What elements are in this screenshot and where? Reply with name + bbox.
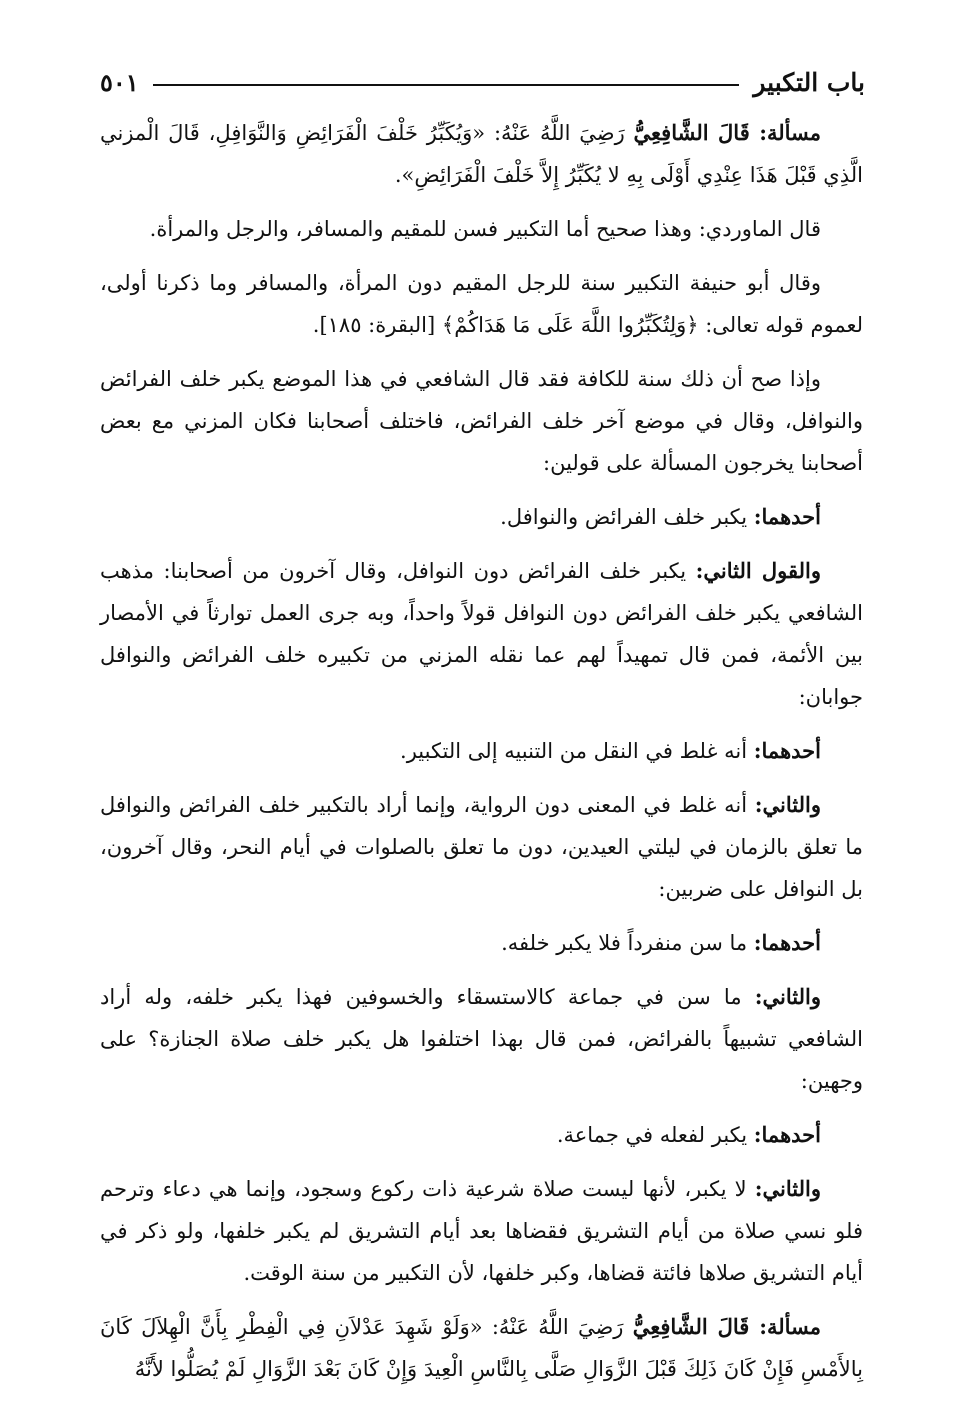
paragraph-text: أنه غلط في المعنى دون الرواية، وإنما أراد بالتكبير خلف الفرائض والنوافل ما تعلق بالزمان في ليلتي العيدين، دون ما تعلق بالصلوات في أيام النحر، وقال آخرون، بل النوافل على ضربين: xyxy=(100,793,863,901)
paragraph xyxy=(100,550,863,718)
running-header xyxy=(100,62,865,102)
paragraph-lead: والقول الثاني: xyxy=(695,558,822,583)
paragraph-lead: أحدهما: xyxy=(753,930,821,955)
paragraph xyxy=(100,1114,863,1156)
paragraph-lead: أحدهما: xyxy=(753,738,821,763)
paragraph xyxy=(100,976,863,1102)
paragraph xyxy=(100,784,863,910)
paragraph-text: يكبر خلف الفرائض دون النوافل، وقال آخرون من أصحابنا: مذهب الشافعي يكبر خلف الفرائض دون النوافل قولاً واحداً، وبه جرى العمل توارثاً في الأمصار بين الأئمة، فمن قال تمهيداً لهم عما نقله المزني من تكبيره خلف الفرائض والنوافل جوابان: xyxy=(100,559,863,709)
paragraph-text: وإذا صح أن ذلك سنة للكافة فقد قال الشافعي في هذا الموضع يكبر خلف الفرائض والنوافل، وقال في موضع آخر خلف الفرائض، فاختلف أصحابنا فكان المزني مع بعض أصحابنا يخرجون المسألة على قولين: xyxy=(100,367,863,475)
paragraph xyxy=(100,922,863,964)
paragraph xyxy=(100,1168,863,1294)
paragraph xyxy=(100,496,863,538)
paragraph-text: قال الماوردي: وهذا صحيح أما التكبير فسن للمقيم والمسافر، والرجل والمرأة. xyxy=(149,217,821,241)
paragraph-text: ما سن منفرداً فلا يكبر خلفه. xyxy=(501,931,754,955)
paragraph-text: وقال أبو حنيفة التكبير سنة للرجل المقيم دون المرأة، والمسافر وما ذكرنا أولى، لعموم قوله تعالى: ﴿وَلِتُكَبِّرُوا اللَّهَ عَلَى مَا هَدَاكُمْ﴾ [البقرة: ١٨٥]. xyxy=(100,271,863,337)
paragraph xyxy=(100,262,863,346)
paragraph xyxy=(100,112,863,196)
paragraph-text: يكبر خلف الفرائض والنوافل. xyxy=(500,505,754,529)
paragraph-text: رَضِيَ اللَّهُ عَنْهُ: «وَيُكَبِّرُ خَلْفَ الْفَرَائِضِ وَالنَّوَافِلِ، قَالَ الْمزني الَّذِي قَبْلَ هَذَا عِنْدِي أَوْلَى بِهِ لا يُكَبِّرُ إِلاَّ خَلْفَ الْفَرَائِضِ». xyxy=(100,121,863,187)
header-rule xyxy=(153,84,740,86)
paragraph-lead: والثاني: xyxy=(754,1176,821,1201)
paragraph-text: أنه غلط في النقل من التنبيه إلى التكبير. xyxy=(400,739,754,763)
page-number: ٥٠١ xyxy=(100,67,139,97)
paragraph-lead: أحدهما: xyxy=(753,504,821,529)
paragraph-lead: مسألة: قَالَ الشَّافِعِيُّ xyxy=(633,120,821,145)
paragraph xyxy=(100,730,863,772)
paragraph xyxy=(100,208,863,250)
paragraph-text: لا يكبر، لأنها ليست صلاة شرعية ذات ركوع وسجود، وإنما هي دعاء وترحم فلو نسي صلاة من أيام التشريق فقضاها بعد أيام التشريق لم يكبر خلفها، ولو ذكر في أيام التشريق صلاها فائتة قضاها، وكبر خلفها، لأن التكبير من سنة الوقت. xyxy=(100,1177,863,1285)
paragraph-lead: أحدهما: xyxy=(753,1122,821,1147)
paragraph-lead: والثاني: xyxy=(754,984,821,1009)
paragraph-text: رَضِيَ اللَّهُ عَنْهُ: «وَلَوْ شَهِدَ عَدْلاَنِ فِي الْفِطْرِ بِأَنَّ الْهِلاَلَ كَانَ بِالأَمْسِ فَإِنْ كَانَ ذَلِكَ قَبْلَ الزَّوَالِ صَلَّى بِالنَّاسِ الْعِيدَ وَإِنْ كَانَ بَعْدَ الزَّوَالِ لَمْ يُصَلُّوا لأَنَّهُ xyxy=(100,1315,863,1381)
paragraph-text: ما سن في جماعة كالاستسقاء والخسوفين فهذا يكبر خلفه، وله أراد الشافعي تشبيهاً بالفرائض، فمن قال بهذا اختلفوا هل يكبر خلف صلاة الجنازة؟ على وجهين: xyxy=(100,985,863,1093)
paragraph xyxy=(100,358,863,484)
paragraph-lead: مسألة: قَالَ الشَّافِعِيُّ xyxy=(632,1314,821,1339)
paragraph-lead: والثاني: xyxy=(754,792,821,817)
paragraph xyxy=(100,1306,863,1390)
body-text xyxy=(100,112,863,1402)
paragraph-text: يكبر لفعله في جماعة. xyxy=(556,1123,754,1147)
chapter-title: باب التكبير xyxy=(753,67,865,97)
